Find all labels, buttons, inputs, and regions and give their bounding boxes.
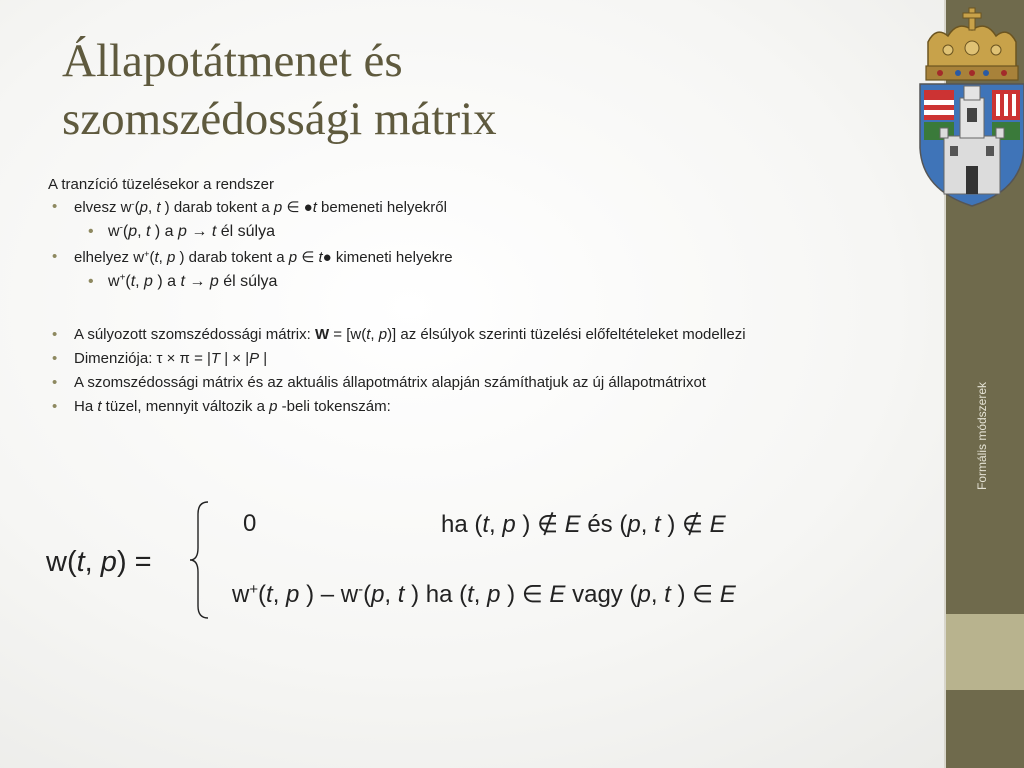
bullet-2: • elhelyez w+(t, p ) darab tokent a p ∈ t● kimeneti helyekre — [48, 248, 908, 266]
bullet-1-sub: • w-(p, t ) a p → t él súlya — [48, 223, 908, 241]
bullet-6: • Ha t tüzel, mennyit változik a p -beli tokenszám: — [48, 398, 908, 415]
bullet-2-sub: • w+(t, p ) a t → p él súlya — [48, 273, 908, 291]
coat-of-arms-logo — [914, 0, 1024, 212]
formula-row1-condition: ha (t, p ) ∉ E és (p, t ) ∉ E — [441, 511, 726, 538]
left-brace-icon — [188, 500, 212, 620]
title-line-1: Állapotátmenet és — [62, 35, 403, 87]
bullet-list — [48, 198, 908, 415]
sidebar-label: Formális módszerek — [975, 381, 989, 490]
bullet-1: • elvesz w-(p, t ) darab tokent a p ∈ ●t bemeneti helyekről — [48, 198, 908, 216]
intro-text: A tranzíció tüzelésekor a rendszer — [48, 176, 274, 193]
formula-lhs: w(t, p) = — [46, 546, 152, 578]
bullet-4: • Dimenziója: τ × π = |T | × |P | — [48, 350, 908, 367]
sidebar-band — [946, 614, 1024, 690]
slide-title — [62, 32, 862, 148]
spacer — [48, 298, 908, 326]
bullet-3: • A súlyozott szomszédossági mátrix: W = [w(t, p)] az élsúlyok szerinti tüzelési előfeltételeket modellezi — [48, 326, 908, 343]
title-line-2: szomszédossági mátrix — [62, 93, 497, 145]
formula-row2: w+(t, p ) – w-(p, t ) ha (t, p ) ∈ E vagy (p, t ) ∈ E — [232, 581, 736, 608]
bullet-5: • A szomszédossági mátrix és az aktuális állapotmátrix alapján számíthatjuk az új állapotmátrixot — [48, 374, 908, 391]
slide-content — [48, 176, 908, 422]
formula-row1-value: 0 — [243, 510, 257, 537]
